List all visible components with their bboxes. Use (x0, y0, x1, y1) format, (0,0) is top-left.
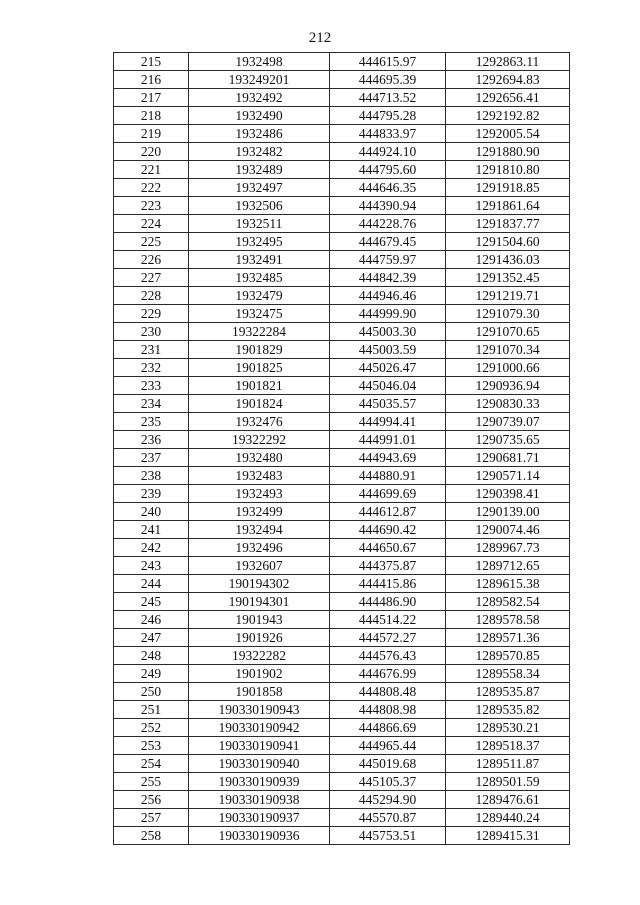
table-row (114, 701, 570, 719)
x-coordinate-cell: 445294.90 (330, 791, 446, 809)
y-coordinate-cell: 1291436.03 (446, 251, 570, 269)
point-number-cell: 219 (114, 125, 189, 143)
y-coordinate-cell: 1289501.59 (446, 773, 570, 791)
table-row (114, 53, 570, 71)
x-coordinate-cell: 444699.69 (330, 485, 446, 503)
point-id-cell: 1932499 (189, 503, 330, 521)
table-row (114, 611, 570, 629)
point-id-cell: 1901829 (189, 341, 330, 359)
y-coordinate-cell: 1290398.41 (446, 485, 570, 503)
point-number-cell: 230 (114, 323, 189, 341)
point-number-cell: 255 (114, 773, 189, 791)
y-coordinate-cell: 1289571.36 (446, 629, 570, 647)
table-row (114, 143, 570, 161)
point-id-cell: 1932475 (189, 305, 330, 323)
point-id-cell: 1932492 (189, 89, 330, 107)
y-coordinate-cell: 1289967.73 (446, 539, 570, 557)
point-id-cell: 1932491 (189, 251, 330, 269)
coordinates-table (113, 52, 570, 845)
point-number-cell: 215 (114, 53, 189, 71)
point-id-cell: 190330190941 (189, 737, 330, 755)
page-number: 212 (308, 30, 332, 46)
y-coordinate-cell: 1291810.80 (446, 161, 570, 179)
x-coordinate-cell: 445019.68 (330, 755, 446, 773)
point-id-cell: 1901824 (189, 395, 330, 413)
point-number-cell: 222 (114, 179, 189, 197)
point-number-cell: 233 (114, 377, 189, 395)
y-coordinate-cell: 1291070.65 (446, 323, 570, 341)
table-row (114, 215, 570, 233)
table-row (114, 125, 570, 143)
point-id-cell: 1932476 (189, 413, 330, 431)
point-number-cell: 248 (114, 647, 189, 665)
x-coordinate-cell: 445026.47 (330, 359, 446, 377)
table-row (114, 485, 570, 503)
point-id-cell: 190330190942 (189, 719, 330, 737)
x-coordinate-cell: 444808.48 (330, 683, 446, 701)
x-coordinate-cell: 444415.86 (330, 575, 446, 593)
point-id-cell: 1932485 (189, 269, 330, 287)
y-coordinate-cell: 1292005.54 (446, 125, 570, 143)
y-coordinate-cell: 1291837.77 (446, 215, 570, 233)
y-coordinate-cell: 1290830.33 (446, 395, 570, 413)
point-number-cell: 227 (114, 269, 189, 287)
point-number-cell: 224 (114, 215, 189, 233)
point-id-cell: 1932489 (189, 161, 330, 179)
point-number-cell: 254 (114, 755, 189, 773)
table-row (114, 395, 570, 413)
point-id-cell: 1901902 (189, 665, 330, 683)
x-coordinate-cell: 444795.60 (330, 161, 446, 179)
point-number-cell: 257 (114, 809, 189, 827)
table-row (114, 359, 570, 377)
x-coordinate-cell: 444615.97 (330, 53, 446, 71)
x-coordinate-cell: 444994.41 (330, 413, 446, 431)
table-row (114, 287, 570, 305)
x-coordinate-cell: 444842.39 (330, 269, 446, 287)
point-id-cell: 1932493 (189, 485, 330, 503)
table-row (114, 251, 570, 269)
x-coordinate-cell: 444795.28 (330, 107, 446, 125)
point-number-cell: 249 (114, 665, 189, 683)
table-row (114, 575, 570, 593)
table-row (114, 755, 570, 773)
point-number-cell: 236 (114, 431, 189, 449)
point-id-cell: 1932496 (189, 539, 330, 557)
table-row (114, 71, 570, 89)
table-row (114, 107, 570, 125)
point-id-cell: 1932482 (189, 143, 330, 161)
x-coordinate-cell: 444965.44 (330, 737, 446, 755)
point-id-cell: 1901821 (189, 377, 330, 395)
y-coordinate-cell: 1292863.11 (446, 53, 570, 71)
point-id-cell: 1932497 (189, 179, 330, 197)
y-coordinate-cell: 1289530.21 (446, 719, 570, 737)
y-coordinate-cell: 1292656.41 (446, 89, 570, 107)
point-number-cell: 244 (114, 575, 189, 593)
x-coordinate-cell: 444390.94 (330, 197, 446, 215)
point-number-cell: 243 (114, 557, 189, 575)
y-coordinate-cell: 1289535.82 (446, 701, 570, 719)
point-id-cell: 19322282 (189, 647, 330, 665)
point-id-cell: 1932479 (189, 287, 330, 305)
y-coordinate-cell: 1289582.54 (446, 593, 570, 611)
x-coordinate-cell: 444646.35 (330, 179, 446, 197)
table-row (114, 161, 570, 179)
point-id-cell: 190330190943 (189, 701, 330, 719)
y-coordinate-cell: 1289570.85 (446, 647, 570, 665)
x-coordinate-cell: 444924.10 (330, 143, 446, 161)
y-coordinate-cell: 1290681.71 (446, 449, 570, 467)
point-number-cell: 228 (114, 287, 189, 305)
point-number-cell: 239 (114, 485, 189, 503)
x-coordinate-cell: 444808.98 (330, 701, 446, 719)
table-row (114, 233, 570, 251)
table-row (114, 737, 570, 755)
point-number-cell: 252 (114, 719, 189, 737)
point-id-cell: 1932480 (189, 449, 330, 467)
point-id-cell: 1932490 (189, 107, 330, 125)
table-row (114, 593, 570, 611)
y-coordinate-cell: 1291918.85 (446, 179, 570, 197)
point-id-cell: 190330190939 (189, 773, 330, 791)
x-coordinate-cell: 445035.57 (330, 395, 446, 413)
point-id-cell: 1901825 (189, 359, 330, 377)
point-number-cell: 231 (114, 341, 189, 359)
point-id-cell: 1932494 (189, 521, 330, 539)
point-number-cell: 237 (114, 449, 189, 467)
point-number-cell: 217 (114, 89, 189, 107)
x-coordinate-cell: 444999.90 (330, 305, 446, 323)
table-row (114, 773, 570, 791)
point-id-cell: 1932486 (189, 125, 330, 143)
point-id-cell: 190330190940 (189, 755, 330, 773)
table-row (114, 521, 570, 539)
y-coordinate-cell: 1291880.90 (446, 143, 570, 161)
y-coordinate-cell: 1290074.46 (446, 521, 570, 539)
point-id-cell: 1901943 (189, 611, 330, 629)
table-row (114, 791, 570, 809)
point-id-cell: 193249201 (189, 71, 330, 89)
x-coordinate-cell: 444572.27 (330, 629, 446, 647)
y-coordinate-cell: 1289558.34 (446, 665, 570, 683)
x-coordinate-cell: 444695.39 (330, 71, 446, 89)
point-id-cell: 190330190938 (189, 791, 330, 809)
x-coordinate-cell: 444514.22 (330, 611, 446, 629)
point-number-cell: 238 (114, 467, 189, 485)
point-number-cell: 235 (114, 413, 189, 431)
y-coordinate-cell: 1291079.30 (446, 305, 570, 323)
point-number-cell: 223 (114, 197, 189, 215)
x-coordinate-cell: 445105.37 (330, 773, 446, 791)
point-number-cell: 234 (114, 395, 189, 413)
x-coordinate-cell: 444228.76 (330, 215, 446, 233)
y-coordinate-cell: 1289511.87 (446, 755, 570, 773)
x-coordinate-cell: 444375.87 (330, 557, 446, 575)
x-coordinate-cell: 444713.52 (330, 89, 446, 107)
point-id-cell: 19322292 (189, 431, 330, 449)
table-row (114, 341, 570, 359)
point-number-cell: 251 (114, 701, 189, 719)
table-row (114, 557, 570, 575)
point-id-cell: 1901926 (189, 629, 330, 647)
y-coordinate-cell: 1291504.60 (446, 233, 570, 251)
point-number-cell: 245 (114, 593, 189, 611)
point-id-cell: 190194302 (189, 575, 330, 593)
point-id-cell: 1932498 (189, 53, 330, 71)
point-number-cell: 242 (114, 539, 189, 557)
y-coordinate-cell: 1291000.66 (446, 359, 570, 377)
point-id-cell: 1901858 (189, 683, 330, 701)
x-coordinate-cell: 444690.42 (330, 521, 446, 539)
y-coordinate-cell: 1290936.94 (446, 377, 570, 395)
point-number-cell: 256 (114, 791, 189, 809)
table-row (114, 719, 570, 737)
table-row (114, 827, 570, 845)
point-number-cell: 253 (114, 737, 189, 755)
x-coordinate-cell: 445003.59 (330, 341, 446, 359)
point-id-cell: 1932483 (189, 467, 330, 485)
point-number-cell: 246 (114, 611, 189, 629)
point-id-cell: 1932506 (189, 197, 330, 215)
x-coordinate-cell: 445003.30 (330, 323, 446, 341)
y-coordinate-cell: 1289440.24 (446, 809, 570, 827)
x-coordinate-cell: 444576.43 (330, 647, 446, 665)
table-row (114, 179, 570, 197)
x-coordinate-cell: 444612.87 (330, 503, 446, 521)
x-coordinate-cell: 444676.99 (330, 665, 446, 683)
table-row (114, 413, 570, 431)
y-coordinate-cell: 1291070.34 (446, 341, 570, 359)
table-row (114, 305, 570, 323)
table-row (114, 809, 570, 827)
table-row (114, 323, 570, 341)
y-coordinate-cell: 1291219.71 (446, 287, 570, 305)
point-number-cell: 216 (114, 71, 189, 89)
table-row (114, 665, 570, 683)
point-number-cell: 247 (114, 629, 189, 647)
point-id-cell: 1932607 (189, 557, 330, 575)
point-number-cell: 225 (114, 233, 189, 251)
table-row (114, 449, 570, 467)
point-number-cell: 232 (114, 359, 189, 377)
x-coordinate-cell: 444759.97 (330, 251, 446, 269)
point-id-cell: 190330190936 (189, 827, 330, 845)
x-coordinate-cell: 444991.01 (330, 431, 446, 449)
y-coordinate-cell: 1289712.65 (446, 557, 570, 575)
point-id-cell: 190194301 (189, 593, 330, 611)
x-coordinate-cell: 444679.45 (330, 233, 446, 251)
table-row (114, 683, 570, 701)
point-number-cell: 221 (114, 161, 189, 179)
table-row (114, 503, 570, 521)
point-id-cell: 1932511 (189, 215, 330, 233)
y-coordinate-cell: 1290735.65 (446, 431, 570, 449)
point-id-cell: 19322284 (189, 323, 330, 341)
y-coordinate-cell: 1289518.37 (446, 737, 570, 755)
table-row (114, 431, 570, 449)
y-coordinate-cell: 1290571.14 (446, 467, 570, 485)
table-row (114, 467, 570, 485)
y-coordinate-cell: 1291352.45 (446, 269, 570, 287)
y-coordinate-cell: 1290739.07 (446, 413, 570, 431)
table-row (114, 377, 570, 395)
x-coordinate-cell: 445046.04 (330, 377, 446, 395)
y-coordinate-cell: 1291861.64 (446, 197, 570, 215)
table-row (114, 629, 570, 647)
x-coordinate-cell: 444650.67 (330, 539, 446, 557)
x-coordinate-cell: 444880.91 (330, 467, 446, 485)
y-coordinate-cell: 1289615.38 (446, 575, 570, 593)
y-coordinate-cell: 1289415.31 (446, 827, 570, 845)
point-number-cell: 240 (114, 503, 189, 521)
y-coordinate-cell: 1289535.87 (446, 683, 570, 701)
y-coordinate-cell: 1292192.82 (446, 107, 570, 125)
point-number-cell: 258 (114, 827, 189, 845)
y-coordinate-cell: 1289476.61 (446, 791, 570, 809)
table-row (114, 269, 570, 287)
point-number-cell: 241 (114, 521, 189, 539)
table-row (114, 89, 570, 107)
table-row (114, 647, 570, 665)
point-number-cell: 250 (114, 683, 189, 701)
point-number-cell: 229 (114, 305, 189, 323)
point-id-cell: 190330190937 (189, 809, 330, 827)
x-coordinate-cell: 444946.46 (330, 287, 446, 305)
point-id-cell: 1932495 (189, 233, 330, 251)
point-number-cell: 220 (114, 143, 189, 161)
y-coordinate-cell: 1292694.83 (446, 71, 570, 89)
y-coordinate-cell: 1290139.00 (446, 503, 570, 521)
coordinates-table-body (114, 53, 570, 845)
y-coordinate-cell: 1289578.58 (446, 611, 570, 629)
x-coordinate-cell: 445753.51 (330, 827, 446, 845)
x-coordinate-cell: 445570.87 (330, 809, 446, 827)
x-coordinate-cell: 444943.69 (330, 449, 446, 467)
table-row (114, 197, 570, 215)
table-row (114, 539, 570, 557)
point-number-cell: 218 (114, 107, 189, 125)
x-coordinate-cell: 444486.90 (330, 593, 446, 611)
x-coordinate-cell: 444833.97 (330, 125, 446, 143)
x-coordinate-cell: 444866.69 (330, 719, 446, 737)
point-number-cell: 226 (114, 251, 189, 269)
